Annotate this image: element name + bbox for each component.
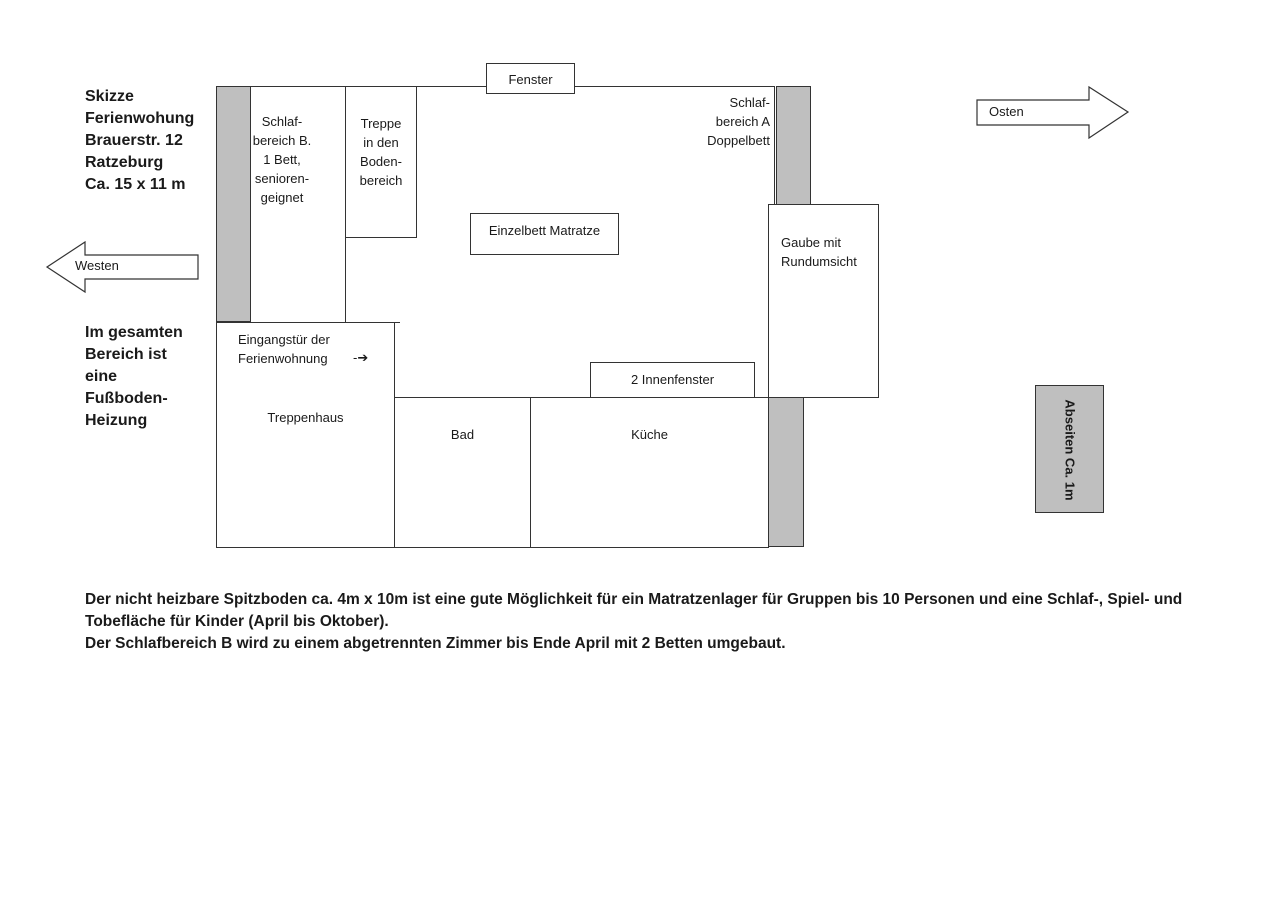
entrance-label: Eingangstür der Ferienwohnung <box>238 332 330 366</box>
bath-label: Bad <box>450 427 475 442</box>
abseite-east-upper <box>776 86 811 205</box>
kitchen-box <box>530 397 769 548</box>
inner-windows-box <box>590 362 755 398</box>
attic-stairs-box <box>345 86 417 238</box>
west-label: Westen <box>75 258 119 273</box>
footnote <box>85 589 1245 655</box>
inner-windows-label: 2 Innenfenster <box>630 372 715 387</box>
window-label: Fenster <box>508 72 553 87</box>
heating-note: Im gesamten Bereich ist eine Fußboden- Heizung <box>85 324 183 429</box>
dormer-label: Gaube mit Rundumsicht <box>781 235 857 269</box>
entrance-arrow-icon: -➔ <box>353 350 369 365</box>
single-bed-box <box>470 213 619 255</box>
bath-box <box>394 397 531 548</box>
kitchen-label: Küche <box>631 427 668 442</box>
east-wall-upper <box>774 86 775 204</box>
stairwell-wall-stub <box>394 322 400 323</box>
single-bed-label: Einzelbett Matratze <box>488 223 601 238</box>
sleep-b-label: Schlaf- bereich B. 1 Bett, senioren- geignet <box>252 114 312 205</box>
sleep-a-label: Schlaf- bereich A Doppelbett <box>707 95 770 148</box>
footnote-line-1: Der nicht heizbare Spitzboden ca. 4m x 10m ist eine gute Möglichkeit für ein Matratzenlager für Gruppen bis 10 Personen und eine Schlaf-, Spiel- und <box>85 591 1183 608</box>
stairwell-box <box>216 322 395 548</box>
abseiten-legend-box <box>1035 385 1104 513</box>
abseite-west <box>216 86 251 322</box>
east-label: Osten <box>989 104 1024 119</box>
stairwell-label: Treppenhaus <box>267 410 344 425</box>
window-box <box>486 63 575 94</box>
west-arrow-icon <box>46 241 202 295</box>
sketch-title: Skizze Ferienwohung Brauerstr. 12 Ratzeburg Ca. 15 x 11 m <box>85 88 195 193</box>
abseiten-legend-label: Abseiten Ca. 1m <box>1062 399 1078 501</box>
footnote-line-3: Der Schlafbereich B wird zu einem abgetrennten Zimmer bis Ende April mit 2 Betten umgebaut. <box>85 635 786 652</box>
dormer-box <box>768 204 879 398</box>
attic-stairs-label: Treppe in den Boden- bereich <box>359 116 403 188</box>
footnote-line-2: Tobefläche für Kinder (April bis Oktober). <box>85 613 389 630</box>
abseite-east-lower <box>768 396 804 547</box>
